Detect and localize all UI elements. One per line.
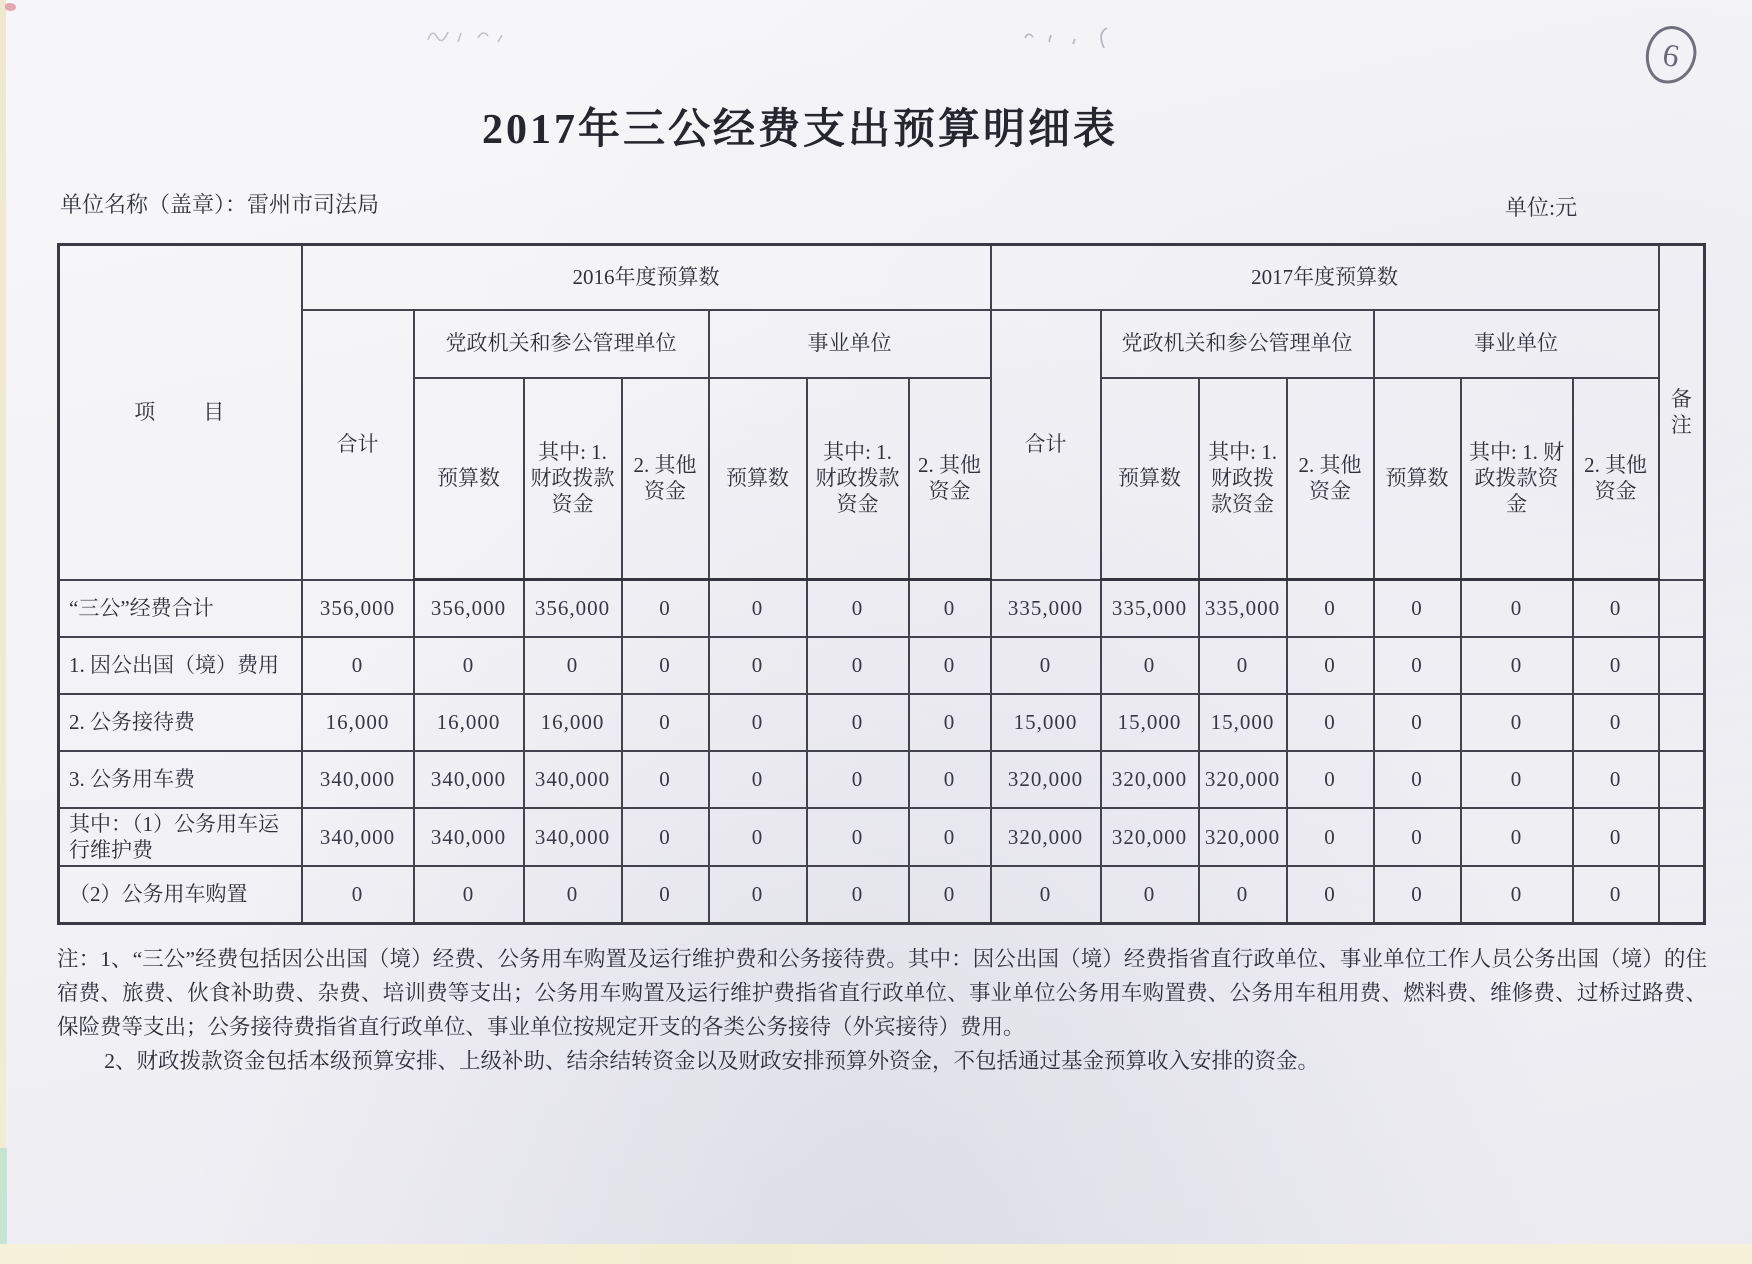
- value-cell: 335,000: [1199, 580, 1287, 637]
- row-label: “三公”经费合计: [59, 580, 302, 637]
- value-cell: 340,000: [414, 808, 524, 867]
- value-cell: 0: [909, 751, 991, 808]
- table-row: [59, 637, 1705, 694]
- remarks-cell: [1659, 694, 1705, 751]
- row-label: 3. 公务用车费: [59, 751, 302, 808]
- header-admin-2016: 党政机关和参公管理单位: [414, 310, 709, 378]
- value-cell: 16,000: [524, 694, 622, 751]
- value-cell: 0: [1199, 866, 1287, 923]
- scan-edge-left-strip: [0, 0, 6, 1264]
- unit-of-measure-label: 单位:元: [1505, 195, 1578, 220]
- footnotes: [57, 942, 1707, 1078]
- header-other-admin-2016: 2. 其他资金: [622, 378, 709, 580]
- value-cell: 0: [1573, 751, 1659, 808]
- value-cell: 340,000: [524, 751, 622, 808]
- value-cell: 0: [909, 580, 991, 637]
- value-cell: 0: [1374, 580, 1461, 637]
- page-number-digit: 6: [1660, 35, 1683, 74]
- value-cell: 15,000: [1199, 694, 1287, 751]
- value-cell: 0: [622, 808, 709, 867]
- header-admin-2017: 党政机关和参公管理单位: [1101, 310, 1374, 378]
- row-label: 2. 公务接待费: [59, 694, 302, 751]
- value-cell: 0: [1287, 866, 1374, 923]
- value-cell: 0: [807, 580, 909, 637]
- value-cell: 0: [807, 637, 909, 694]
- value-cell: 0: [1287, 751, 1374, 808]
- remarks-cell: [1659, 751, 1705, 808]
- table-row: [59, 694, 1705, 751]
- value-cell: 0: [1573, 694, 1659, 751]
- header-total-2016: 合计: [302, 310, 414, 580]
- value-cell: 0: [302, 866, 414, 923]
- value-cell: 0: [1374, 808, 1461, 867]
- value-cell: 0: [807, 751, 909, 808]
- remarks-cell: [1659, 637, 1705, 694]
- value-cell: 320,000: [1101, 751, 1199, 808]
- value-cell: 340,000: [302, 808, 414, 867]
- remarks-cell: [1659, 808, 1705, 867]
- value-cell: 0: [709, 580, 807, 637]
- table-row: [59, 580, 1705, 637]
- budget-table: [57, 243, 1706, 925]
- header-public-2017: 事业单位: [1374, 310, 1659, 378]
- value-cell: 0: [909, 866, 991, 923]
- table-row: [59, 808, 1705, 867]
- value-cell: 0: [1287, 637, 1374, 694]
- pencil-scribble-left: [420, 20, 520, 52]
- value-cell: 0: [1101, 866, 1199, 923]
- value-cell: 0: [1199, 637, 1287, 694]
- value-cell: 0: [1573, 866, 1659, 923]
- value-cell: 335,000: [1101, 580, 1199, 637]
- value-cell: 0: [1374, 751, 1461, 808]
- value-cell: 0: [1461, 580, 1573, 637]
- value-cell: 0: [622, 694, 709, 751]
- header-fiscal-admin-2016: 其中: 1. 财政拨款资金: [524, 378, 622, 580]
- value-cell: 0: [622, 637, 709, 694]
- remarks-cell: [1659, 580, 1705, 637]
- value-cell: 0: [1374, 694, 1461, 751]
- pencil-scribble-right: [1015, 22, 1125, 56]
- value-cell: 0: [414, 866, 524, 923]
- value-cell: 0: [1287, 580, 1374, 637]
- footnote-2: 2、财政拨款资金包括本级预算安排、上级补助、结余结转资金以及财政安排预算外资金，不包括通过基金预算收入安排的资金。: [104, 1049, 1320, 1073]
- value-cell: 0: [622, 866, 709, 923]
- handwritten-page-number: [1641, 22, 1700, 88]
- value-cell: 0: [1461, 751, 1573, 808]
- header-total-2017: 合计: [991, 310, 1101, 580]
- remarks-cell: [1659, 866, 1705, 923]
- document-title: 2017年三公经费支出预算明细表: [481, 107, 1118, 153]
- row-label: 其中：（1）公务用车运行维护费: [59, 808, 302, 867]
- value-cell: 0: [909, 694, 991, 751]
- value-cell: 320,000: [991, 808, 1101, 867]
- table-row: [59, 866, 1705, 923]
- header-fiscal-admin-2017: 其中: 1. 财政拨款资金: [1199, 378, 1287, 580]
- value-cell: 340,000: [302, 751, 414, 808]
- row-label: 1. 因公出国（境）费用: [59, 637, 302, 694]
- header-budget-admin-2016: 预算数: [414, 378, 524, 580]
- value-cell: 16,000: [302, 694, 414, 751]
- value-cell: 0: [1374, 866, 1461, 923]
- value-cell: 15,000: [991, 694, 1101, 751]
- value-cell: 0: [524, 866, 622, 923]
- value-cell: 320,000: [991, 751, 1101, 808]
- value-cell: 356,000: [414, 580, 524, 637]
- value-cell: 0: [1374, 637, 1461, 694]
- value-cell: 0: [709, 866, 807, 923]
- value-cell: 320,000: [1101, 808, 1199, 867]
- header-budget-public-2016: 预算数: [709, 378, 807, 580]
- header-item: 项 目: [59, 245, 302, 580]
- value-cell: 0: [524, 637, 622, 694]
- scan-edge-bottom-strip: [0, 1244, 1752, 1264]
- value-cell: 0: [909, 637, 991, 694]
- scan-edge-teal-strip: [0, 1148, 7, 1244]
- value-cell: 320,000: [1199, 808, 1287, 867]
- value-cell: 0: [709, 808, 807, 867]
- header-group-2017: 2017年度预算数: [991, 245, 1659, 310]
- value-cell: 0: [991, 866, 1101, 923]
- header-other-public-2017: 2. 其他资金: [1573, 378, 1659, 580]
- header-public-2016: 事业单位: [709, 310, 991, 378]
- table-body: [59, 580, 1705, 924]
- table-row: [59, 751, 1705, 808]
- header-fiscal-public-2017: 其中: 1. 财政拨款资金: [1461, 378, 1573, 580]
- value-cell: 0: [1461, 866, 1573, 923]
- value-cell: 15,000: [1101, 694, 1199, 751]
- value-cell: 335,000: [991, 580, 1101, 637]
- value-cell: 356,000: [524, 580, 622, 637]
- header-budget-admin-2017: 预算数: [1101, 378, 1199, 580]
- value-cell: 320,000: [1199, 751, 1287, 808]
- value-cell: 0: [1287, 694, 1374, 751]
- unit-name-label: 单位名称（盖章）：雷州市司法局: [60, 192, 380, 217]
- value-cell: 0: [1573, 580, 1659, 637]
- header-fiscal-public-2016: 其中: 1. 财政拨款资金: [807, 378, 909, 580]
- header-budget-public-2017: 预算数: [1374, 378, 1461, 580]
- value-cell: 0: [414, 637, 524, 694]
- value-cell: 340,000: [414, 751, 524, 808]
- value-cell: 0: [709, 637, 807, 694]
- value-cell: 0: [1461, 808, 1573, 867]
- value-cell: 0: [709, 751, 807, 808]
- value-cell: 356,000: [302, 580, 414, 637]
- value-cell: 0: [909, 808, 991, 867]
- value-cell: 340,000: [524, 808, 622, 867]
- header-group-2016: 2016年度预算数: [302, 245, 991, 310]
- header-other-admin-2017: 2. 其他资金: [1287, 378, 1374, 580]
- value-cell: 0: [1461, 694, 1573, 751]
- header-remarks: 备注: [1659, 245, 1705, 580]
- header-other-public-2016: 2. 其他资金: [909, 378, 991, 580]
- value-cell: 0: [1573, 637, 1659, 694]
- footnote-1: 注：1、“三公”经费包括因公出国（境）经费、公务用车购置及运行维护费和公务接待费。其中：因公出国（境）经费指省直行政单位、事业单位工作人员公务出国（境）的住宿费、旅费、伙食补助费、杂费、培训费等支出；公务用车购置及运行维护费指省直行政单位、事业单位公务用车购置费、公务用车租用费、燃料费、维修费、过桥过路费、保险费等支出；公务接待费指省直行政单位、事业单位按规定开支的各类公务接待（外宾接待）费用。: [57, 947, 1707, 1039]
- value-cell: 0: [807, 808, 909, 867]
- value-cell: 0: [807, 694, 909, 751]
- scan-red-speck: [5, 3, 16, 11]
- value-cell: 0: [1573, 808, 1659, 867]
- value-cell: 0: [1287, 808, 1374, 867]
- value-cell: 16,000: [414, 694, 524, 751]
- value-cell: 0: [1461, 637, 1573, 694]
- value-cell: 0: [622, 580, 709, 637]
- value-cell: 0: [807, 866, 909, 923]
- row-label: （2）公务用车购置: [59, 866, 302, 923]
- value-cell: 0: [709, 694, 807, 751]
- value-cell: 0: [622, 751, 709, 808]
- value-cell: 0: [302, 637, 414, 694]
- value-cell: 0: [1101, 637, 1199, 694]
- value-cell: 0: [991, 637, 1101, 694]
